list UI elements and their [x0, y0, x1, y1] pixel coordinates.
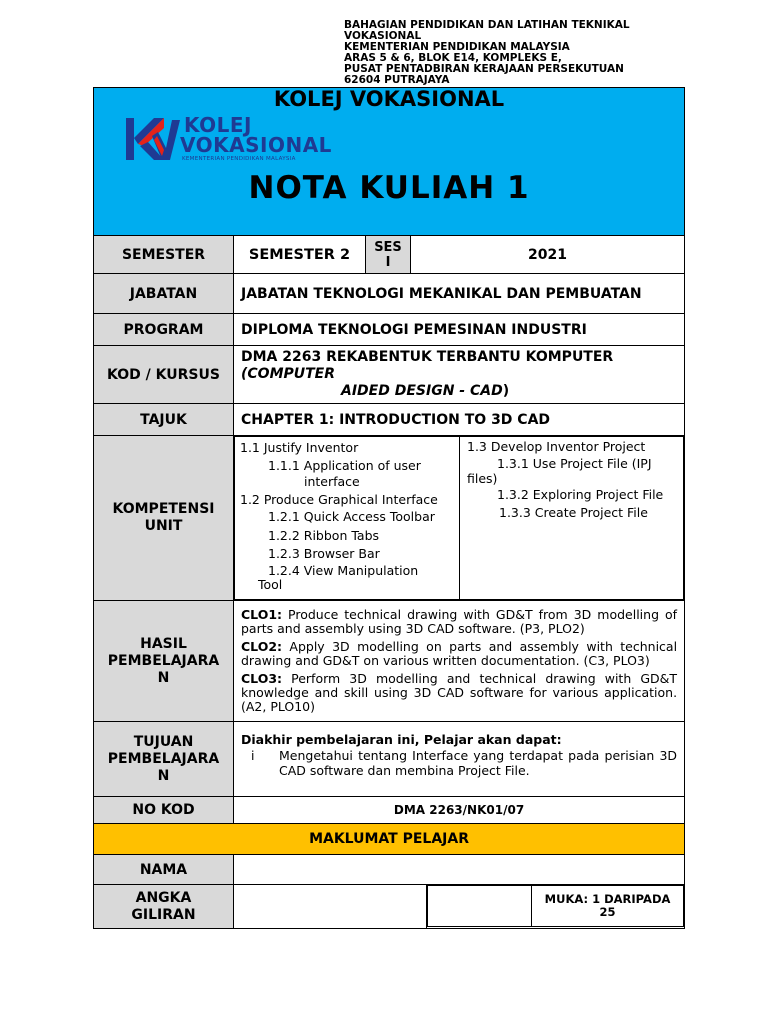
- clo1-text: Produce technical drawing with GD&T from 3D modelling of parts and assembly using 3D CAD software. (P3, PLO2): [241, 607, 678, 636]
- list-item: 1.2.2 Ribbon Tabs: [268, 527, 380, 543]
- clo3: [241, 672, 677, 714]
- kod-kursus-value: [234, 346, 685, 404]
- kompetensi-label: [94, 436, 234, 601]
- year-value: 2021: [411, 236, 685, 274]
- kod-line: [241, 383, 684, 400]
- clo2: [241, 640, 677, 668]
- clo2-text: Apply 3D modelling on parts and assembly with technical drawing and GD&T on various written documentation. (C3, PLO3): [241, 639, 678, 668]
- angka-giliran-field[interactable]: [234, 885, 427, 929]
- clo1-tag: CLO1:: [241, 607, 283, 622]
- tujuan-item-number: i: [251, 748, 255, 763]
- page-count-cell: [427, 885, 685, 929]
- angka-label-line: ANGKA: [135, 889, 192, 906]
- nama-field[interactable]: [234, 855, 685, 885]
- clo3-text: Perform 3D modelling and technical drawing with GD&T knowledge and skill using 3D CAD software for various application. (A2, PLO10): [241, 671, 678, 714]
- kod-line-italic: AIDED DESIGN - CAD: [341, 383, 503, 399]
- semester-label: SEMESTER: [94, 236, 234, 274]
- hasil-label: [94, 601, 234, 722]
- tujuan-label-line: PEMBELAJARA: [107, 750, 220, 767]
- list-item: interface: [304, 474, 360, 489]
- hasil-label-line: N: [157, 669, 170, 686]
- list-item: 1.2 Produce Graphical Interface: [240, 491, 438, 507]
- nama-label: NAMA: [94, 855, 234, 885]
- hasil-label-line: HASIL: [140, 635, 187, 652]
- tujuan-content: [234, 722, 685, 797]
- hasil-content: [234, 601, 685, 722]
- list-item: 1.2.1 Quick Access Toolbar: [268, 509, 435, 524]
- kv-logo-icon: [124, 116, 180, 162]
- college-logo: [122, 114, 332, 164]
- address-line: PUSAT PENTADBIRAN KERAJAAN PERSEKUTUAN: [344, 63, 624, 75]
- clo1: [241, 608, 677, 636]
- clo3-tag: CLO3:: [241, 671, 283, 686]
- jabatan-label: JABATAN: [94, 274, 234, 314]
- kompetensi-content: [234, 436, 685, 601]
- kompetensi-left: [235, 437, 460, 600]
- program-value: DIPLOMA TEKNOLOGI PEMESINAN INDUSTRI: [234, 314, 685, 346]
- list-item: 1.3.3 Create Project File: [499, 505, 648, 520]
- maklumat-pelajar-header: MAKLUMAT PELAJAR: [94, 824, 685, 855]
- jabatan-value: JABATAN TEKNOLOGI MEKANIKAL DAN PEMBUATAN: [234, 274, 685, 314]
- kod-line: (COMPUTER: [241, 366, 336, 382]
- tujuan-label-line: N: [157, 767, 170, 784]
- tujuan-label-line: TUJUAN: [133, 733, 194, 750]
- list-item: 1.2.3 Browser Bar: [268, 546, 380, 561]
- logo-subtitle: KEMENTERIAN PENDIDIKAN MALAYSIA: [182, 156, 296, 162]
- lecture-note-form: [93, 87, 685, 929]
- address-line: ARAS 5 & 6, BLOK E14, KOMPLEKS E,: [344, 52, 562, 64]
- kompetensi-label-line: KOMPETENSI: [112, 501, 215, 517]
- tajuk-label: TAJUK: [94, 404, 234, 436]
- tujuan-item: [241, 748, 677, 778]
- page-count-line: 25: [599, 905, 616, 919]
- address-line: 62604 PUTRAJAYA: [344, 74, 450, 86]
- list-item: 1.3.2 Exploring Project File: [497, 486, 664, 502]
- nokod-value: DMA 2263/NK01/07: [234, 797, 685, 824]
- program-label: PROGRAM: [94, 314, 234, 346]
- address-line: VOKASIONAL: [344, 30, 422, 42]
- nokod-label: NO KOD: [94, 797, 234, 824]
- kod-line: DMA 2263 REKABENTUK TERBANTU KOMPUTER: [241, 349, 614, 365]
- semester-value: SEMESTER 2: [234, 236, 366, 274]
- tujuan-item-text: Mengetahui tentang Interface yang terdapat pada perisian 3D CAD software dan membina Project File.: [279, 748, 678, 778]
- list-item: Tool: [258, 576, 283, 592]
- logo-word-kolej: KOLEJ: [184, 113, 252, 137]
- angka-giliran-label: [94, 885, 234, 929]
- list-item: files): [467, 470, 498, 486]
- sesi-label-line: SES: [374, 239, 402, 255]
- page-count: [532, 886, 684, 927]
- angka-label-line: GILIRAN: [131, 906, 196, 923]
- list-item: 1.2.4 View Manipulation: [268, 562, 419, 578]
- logo-word-vokasional: VOKASIONAL: [180, 133, 332, 157]
- address-header: [344, 19, 644, 86]
- college-title: KOLEJ VOKASIONAL: [273, 87, 505, 111]
- tujuan-label: [94, 722, 234, 797]
- kod-kursus-label: KOD / KURSUS: [94, 346, 234, 404]
- address-line: KEMENTERIAN PENDIDIKAN MALAYSIA: [344, 41, 570, 53]
- kompetensi-right: [460, 437, 684, 600]
- page-count-line: MUKA: 1 DARIPADA: [544, 892, 671, 906]
- tajuk-value: CHAPTER 1: INTRODUCTION TO 3D CAD: [234, 404, 685, 436]
- title-banner: [94, 88, 685, 236]
- clo2-tag: CLO2:: [241, 639, 283, 654]
- sesi-label: [366, 236, 411, 274]
- list-item: 1.1.1 Application of user: [268, 457, 421, 473]
- address-line: BAHAGIAN PENDIDIKAN DAN LATIHAN TEKNIKAL: [344, 19, 630, 31]
- kompetensi-label-line: UNIT: [144, 518, 183, 534]
- kod-line-close: ): [502, 383, 510, 399]
- list-item: 1.3.1 Use Project File (IPJ: [497, 455, 652, 471]
- sesi-label-line: I: [385, 254, 391, 270]
- list-item: 1.3 Develop Inventor Project: [467, 439, 646, 454]
- list-item: 1.1 Justify Inventor: [240, 440, 359, 455]
- document-heading: NOTA KULIAH 1: [248, 170, 530, 206]
- hasil-label-line: PEMBELAJARA: [107, 652, 220, 669]
- tujuan-intro: Diakhir pembelajaran ini, Pelajar akan dapat:: [241, 732, 562, 747]
